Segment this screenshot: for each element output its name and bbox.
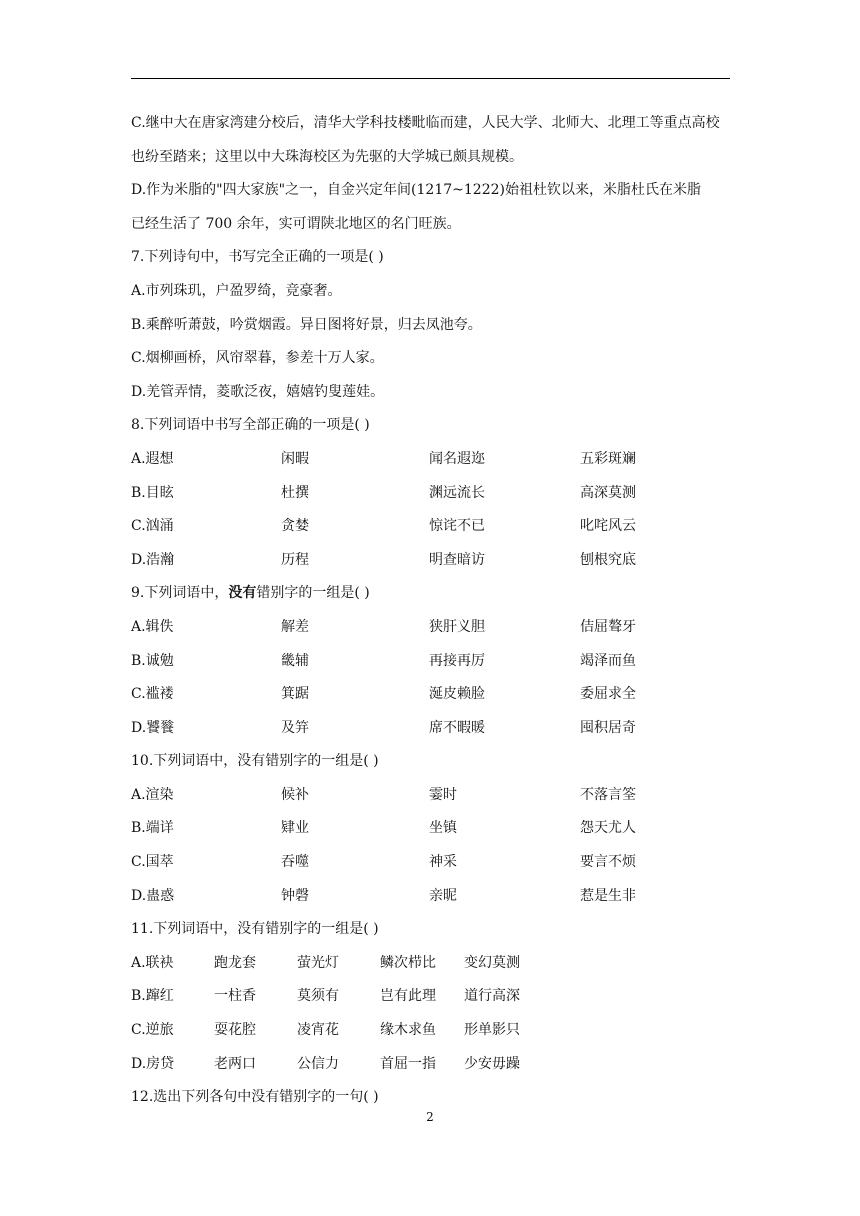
q9-b-4: 竭泽而鱼 (580, 652, 636, 669)
q8-b-1: B.目眩 (131, 484, 174, 501)
q8-d-3: 明查暗访 (429, 551, 485, 568)
q11-c-2: 耍花腔 (214, 1022, 256, 1039)
q10-d-2: 钟磬 (281, 887, 309, 904)
question-8-stem: 8.下列词语中书写全部正确的一项是( ) (131, 417, 370, 434)
question-9-row-a (131, 611, 731, 645)
q11-d-5: 少安毋躁 (464, 1055, 520, 1072)
q8-a-2: 闲暇 (281, 450, 309, 467)
q8-b-3: 渊远流长 (429, 484, 485, 501)
q11-d-2: 老两口 (214, 1055, 256, 1072)
q8-d-4: 刨根究底 (580, 551, 636, 568)
q11-d-4: 首屈一指 (380, 1055, 436, 1072)
q9-stem-bold: 没有 (228, 585, 257, 602)
q10-b-4: 怨天尤人 (580, 820, 636, 837)
question-11-row-c (131, 1014, 731, 1048)
q9-a-2: 解差 (281, 618, 309, 635)
q10-c-2: 吞噬 (281, 854, 309, 871)
q11-c-4: 缘木求鱼 (380, 1022, 436, 1039)
q8-b-2: 杜撰 (281, 484, 309, 501)
q11-a-5: 变幻莫测 (464, 954, 520, 971)
question-10-row-c (131, 846, 731, 880)
q8-c-3: 惊诧不已 (429, 518, 485, 535)
question-10-stem: 10.下列词语中，没有错别字的一组是( ) (131, 753, 379, 770)
q11-c-1: C.逆旅 (131, 1022, 174, 1039)
page-number: 2 (426, 1110, 434, 1124)
q8-b-4: 高深莫测 (580, 484, 636, 501)
option-d-text-line2: 已经生活了 700 余年，实可谓陕北地区的名门旺族。 (131, 215, 461, 232)
q9-b-2: 畿辅 (281, 652, 309, 669)
q11-a-1: A.联袂 (131, 954, 174, 971)
q11-b-3: 莫须有 (297, 988, 339, 1005)
q9-c-4: 委屈求全 (580, 686, 636, 703)
question-7-stem: 7.下列诗句中，书写完全正确的一项是( ) (131, 249, 384, 266)
q9-a-4: 佶屈聱牙 (580, 618, 636, 635)
question-11-stem: 11.下列词语中，没有错别字的一组是( ) (131, 921, 379, 938)
q10-b-2: 肄业 (281, 820, 309, 837)
q8-a-4: 五彩斑斓 (580, 450, 636, 467)
q11-d-3: 公信力 (297, 1055, 339, 1072)
q8-a-1: A.遐想 (131, 450, 174, 467)
q10-a-1: A.渲染 (131, 786, 174, 803)
q9-b-1: B.诚勉 (131, 652, 174, 669)
question-7-option-c: C.烟柳画桥，风帘翠暮，参差十万人家。 (131, 350, 384, 367)
question-9-stem (131, 577, 731, 611)
q11-a-3: 萤光灯 (297, 954, 339, 971)
question-9-row-b (131, 645, 731, 679)
q11-b-4: 岂有此理 (380, 988, 436, 1005)
q8-d-1: D.浩瀚 (131, 551, 175, 568)
question-10-row-d (131, 880, 731, 914)
q10-d-1: D.蛊惑 (131, 887, 175, 904)
q9-stem-prefix: 9.下列词语中， (131, 585, 229, 602)
q10-d-3: 亲昵 (429, 887, 457, 904)
question-12-stem: 12.选出下列各句中没有错别字的一句( ) (131, 1089, 379, 1106)
question-11-row-b (131, 980, 731, 1014)
q11-a-4: 鳞次栉比 (380, 954, 436, 971)
q11-c-3: 凌宵花 (297, 1022, 339, 1039)
q10-a-2: 候补 (281, 786, 309, 803)
q8-c-2: 贪婪 (281, 518, 309, 535)
q9-b-3: 再接再厉 (429, 652, 485, 669)
q10-d-4: 惹是生非 (580, 887, 636, 904)
question-9-row-d (131, 712, 731, 746)
q11-d-1: D.房贷 (131, 1055, 175, 1072)
question-7-option-a: A.市列珠玑，户盈罗绮，竞豪奢。 (131, 282, 342, 299)
q9-c-2: 箕踞 (281, 686, 309, 703)
q11-b-1: B.蹿红 (131, 988, 174, 1005)
question-7-option-b: B.乘醉听萧鼓，吟赏烟霞。异日图将好景，归去凤池夸。 (131, 316, 482, 333)
q9-a-3: 狭肝义胆 (429, 618, 485, 635)
question-8-row-a (131, 443, 731, 477)
q10-b-1: B.端详 (131, 820, 174, 837)
question-8-row-b (131, 477, 731, 511)
q10-a-4: 不落言筌 (580, 786, 636, 803)
q9-a-1: A.辑佚 (131, 618, 174, 635)
question-10-row-b (131, 812, 731, 846)
q10-c-1: C.国萃 (131, 854, 174, 871)
q11-a-2: 跑龙套 (214, 954, 256, 971)
option-d-text-line1: D.作为米脂的"四大家族"之一，自金兴定年间(1217~1222)始祖杜钦以来，米脂杜氏在米脂 (131, 182, 701, 199)
question-8-row-d (131, 544, 731, 578)
question-7-option-d: D.羌管弄情，菱歌泛夜，嬉嬉钓叟莲娃。 (131, 383, 385, 400)
q9-stem-suffix: 错别字的一组是( ) (256, 585, 370, 602)
q11-c-5: 形单影只 (464, 1022, 520, 1039)
question-9-row-c (131, 678, 731, 712)
question-10-row-a (131, 779, 731, 813)
q10-c-4: 要言不烦 (580, 854, 636, 871)
q11-b-5: 道行高深 (464, 988, 520, 1005)
q8-d-2: 历程 (281, 551, 309, 568)
q8-c-4: 叱咤风云 (580, 518, 636, 535)
q10-b-3: 坐镇 (429, 820, 457, 837)
q8-a-3: 闻名遐迩 (429, 450, 485, 467)
q8-c-1: C.汹涌 (131, 518, 174, 535)
q9-d-2: 及笄 (281, 719, 309, 736)
option-c-text: C.继中大在唐家湾建分校后，清华大学科技楼毗临而建，人民大学、北师大、北理工等重点高校也纷至踏来；这里以中大珠海校区为先驱的大学城已颇具规模。 (131, 115, 720, 165)
q10-a-3: 霎时 (429, 786, 457, 803)
header-rule (131, 78, 730, 79)
q9-c-1: C.褴褛 (131, 686, 174, 703)
q11-b-2: 一柱香 (214, 988, 256, 1005)
document-body (131, 107, 731, 1115)
q9-d-3: 席不暇暖 (429, 719, 485, 736)
q10-c-3: 神采 (429, 854, 457, 871)
question-8-row-c (131, 510, 731, 544)
question-11-row-a (131, 947, 731, 981)
q9-d-4: 囤积居奇 (580, 719, 636, 736)
q9-c-3: 涎皮赖脸 (429, 686, 485, 703)
question-11-row-d (131, 1048, 731, 1082)
q9-d-1: D.饕餮 (131, 719, 175, 736)
